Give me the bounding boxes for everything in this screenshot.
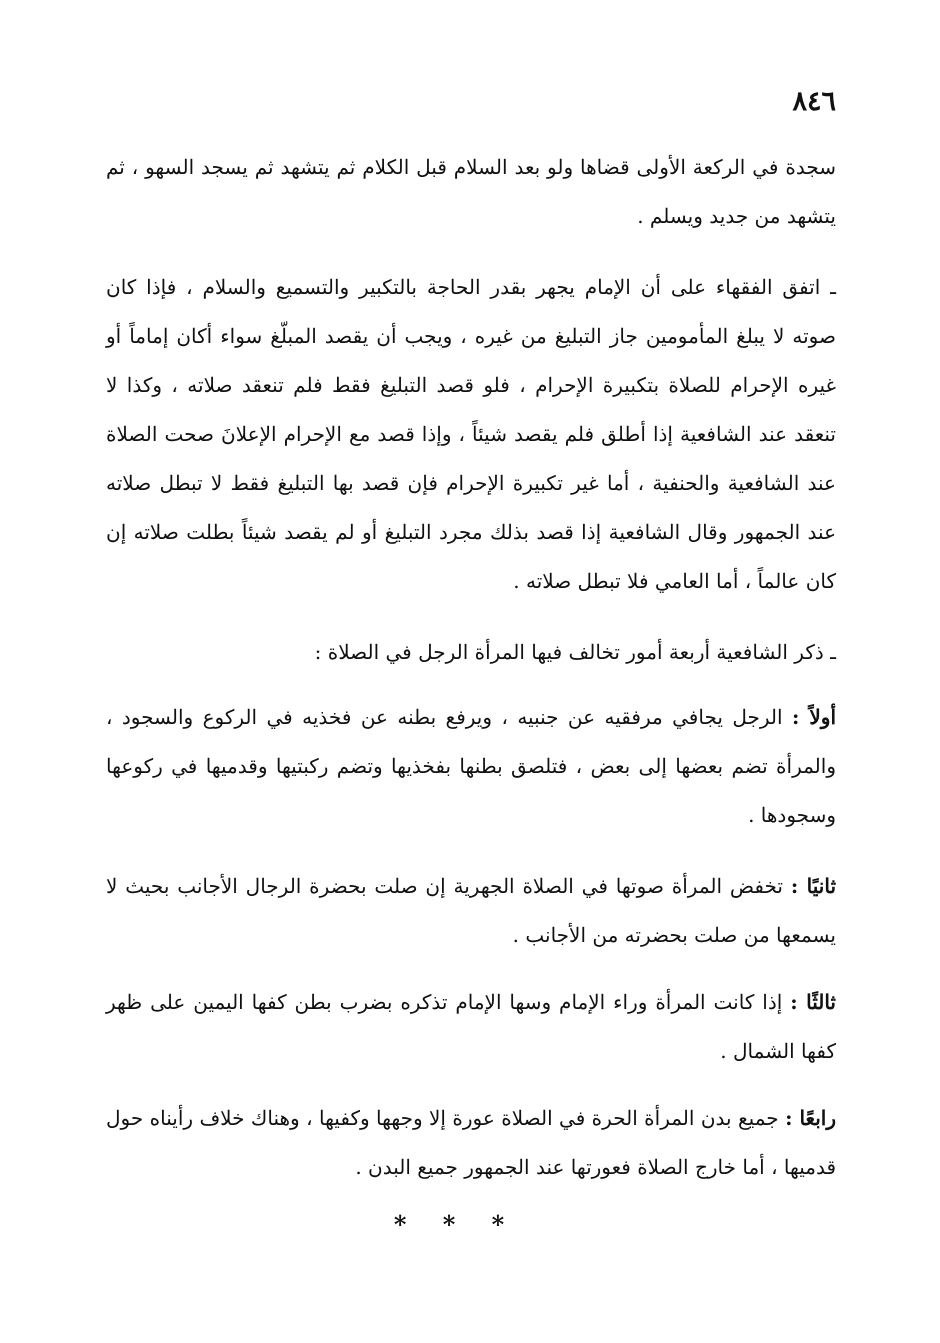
page-body [106,143,836,1240]
point-lead: ثالثًا : [790,990,836,1014]
paragraph-text: ـ اتفق الفقهاء على أن الإمام يجهر بقدر الحاجة بالتكبير والتسميع والسلام ، فإذا كان صوته لا يبلغ المأمومين جاز التبليغ من غيره ، ويجب أن يقصد المبلّغ سواء أكان إماماً أو غيره الإحرام للصلاة بتكبيرة الإحرام ، فلو قصد التبليغ فقط فلم تنعقد صلاته ، وكذا لا تنعقد عند الشافعية إذا أطلق فلم يقصد شيئاً ، وإذا قصد مع الإحرام الإعلانَ صحت الصلاة عند الشافعية والحنفية ، أما غير تكبيرة الإحرام فإن قصد بها التبليغ فقط لا تبطل صلاته عند الجمهور وقال الشافعية إذا قصد بذلك مجرد التبليغ أو لم يقصد شيئاً بطلت صلاته إن كان عالماً ، أما العامي فلا تبطل صلاته . [106,275,836,593]
paragraph-text: سجدة في الركعة الأولى قضاها ولو بعد السلام قبل الكلام ثم يتشهد ثم يسجد السهو ، ثم يتشهد من جديد ويسلم . [106,155,836,228]
paragraph-takbir-tabligh [106,263,836,606]
paragraph-text: إذا كانت المرأة وراء الإمام وسها الإمام تذكره بضرب بطن كفها اليمين على ظهر كفها الشمال . [106,990,836,1063]
paragraph-text: الرجل يجافي مرفقيه عن جنبيه ، ويرفع بطنه عن فخذيه في الركوع والسجود ، والمرأة تضم بعضها إلى بعض ، فتلصق بطنها بفخذيها وتضم ركبتيها وقدميها في ركوعها وسجودها . [106,705,836,827]
paragraph-third-point [106,978,836,1076]
paragraph-shafii-differences-intro [106,628,836,677]
paragraph-second-point [106,862,836,960]
paragraph-text: جميع بدن المرأة الحرة في الصلاة عورة إلا وجهها وكفيها ، وهناك خلاف رأيناه حول قدميها ، أما خارج الصلاة فعورتها عند الجمهور جميع البدن . [106,1106,836,1179]
point-lead: ثانيًا : [790,874,837,898]
paragraph-fourth-point [106,1094,836,1192]
point-lead: أولاً : [791,705,837,729]
paragraph-continuation [106,143,836,241]
paragraph-text: تخفض المرأة صوتها في الصلاة الجهرية إن صلت بحضرة الرجال الأجانب بحيث لا يسمعها من صلت بحضرته من الأجانب . [106,874,836,947]
section-separator: * * * [393,1210,519,1239]
point-lead: رابعًا : [785,1106,836,1130]
page-number: ٨٤٦ [792,86,836,117]
paragraph-text: ـ ذكر الشافعية أربعة أمور تخالف فيها المرأة الرجل في الصلاة : [314,640,836,664]
paragraph-first-point [106,693,836,840]
